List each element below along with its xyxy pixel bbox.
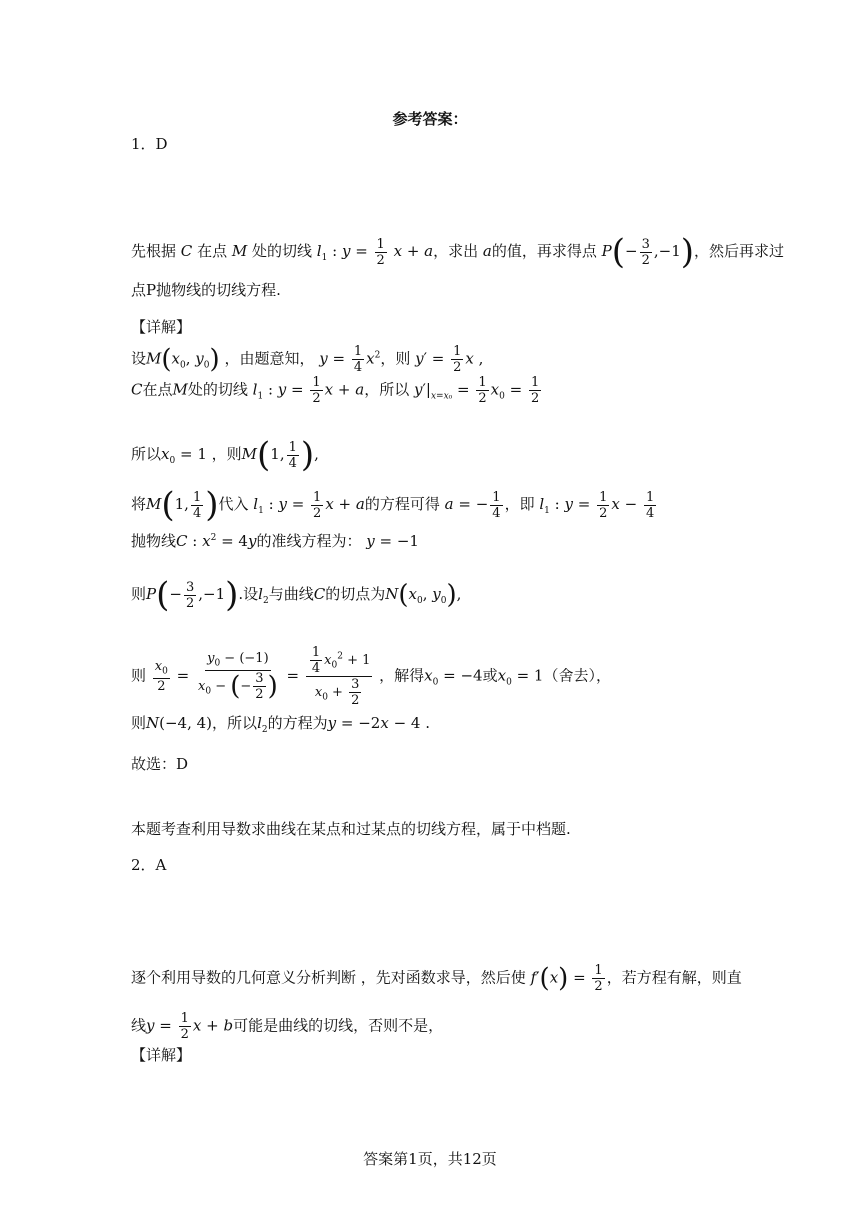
q1-step-1: 设$M(x_0$, $y_0$) ，由题意知， y = $\frac{1}{4}$ $x^2$，则 y′ = $\frac{1}{2}$ x , xyxy=(131,344,484,375)
q1-analysis-line1: 先根据 C 在点 M 处的切线 $l_1$ : y = $\frac{1}{2}$ x + a，求出 a的值，再求得点 P(− $\frac{3}{2}$ ,−1)，然后再求过 xyxy=(131,232,785,272)
q1-step-8: 则N(−4, 4)，所以$l_2$的方程为y = −2x − 4 . xyxy=(131,714,430,735)
page-title: 参考答案： xyxy=(392,110,468,128)
q1-analysis-line2: 点P抛物线的切线方程. xyxy=(131,281,281,299)
q1-step-6: 则P(− $\frac{3}{2}$ ,−1).设$l_2$与曲线C的切点为$N(x_0$, $y_0$), xyxy=(131,575,462,615)
q1-step-2: C在点M处的切线 $l_1$ : y = $\frac{1}{2}$ x + a，所以 $y'|_{x=x_0}$ = $\frac{1}{2}$ $x_0$ = $\frac{1}{2}$ xyxy=(131,375,540,406)
q1-step-4: 将M(1, $\frac{1}{4}$ )代入 $l_1$ : y = $\frac{1}{2}$ x + a的方程可得 a = − $\frac{1}{4}$ ，即 $l_1$ : y = $\frac{1}{2}$ x − $\frac{1}{4}$ xyxy=(131,485,655,525)
q2-analysis-line2: 线y = $\frac{1}{2}$ x + b可能是曲线的切线，否则不是， xyxy=(131,1011,444,1042)
q1-step-3: 所以$x_0 = 1$ ，则M(1, $\frac{1}{4}$ ), xyxy=(131,435,319,475)
q2-detail-heading: 【详解】 xyxy=(131,1046,192,1064)
q1-detail-heading: 【详解】 xyxy=(131,318,192,336)
q2-analysis-line1: 逐个利用导数的几何意义分析判断 ，先对函数求导，然后使 f′(x) = $\frac{1}{2}$ ，若方程有解，则直 xyxy=(131,963,742,994)
q1-step-5: 抛物线C : $x^2 = 4y$的准线方程为： y = −1 xyxy=(131,532,419,550)
q1-conclusion: 故选：D xyxy=(131,755,189,773)
page-footer: 答案第1页，共12页 xyxy=(363,1150,497,1168)
q1-step-7: 则 $\frac{x_0}{2}$ = $y_0 - (-1)$ $x_0$ − (− $\frac{3}{2}$ ) = $\frac{1}{4}$ $x_0^2 + 1$ $x_0$ + $\frac{3}{2}$ ，解得$x_0 = -4$或$x_0 = 1$（舍去）， xyxy=(131,645,611,708)
q1-note: 本题考查利用导数求曲线在某点和过某点的切线方程，属于中档题. xyxy=(131,820,571,838)
q1-answer: 1．D xyxy=(131,135,168,153)
q2-answer: 2．A xyxy=(131,856,167,874)
